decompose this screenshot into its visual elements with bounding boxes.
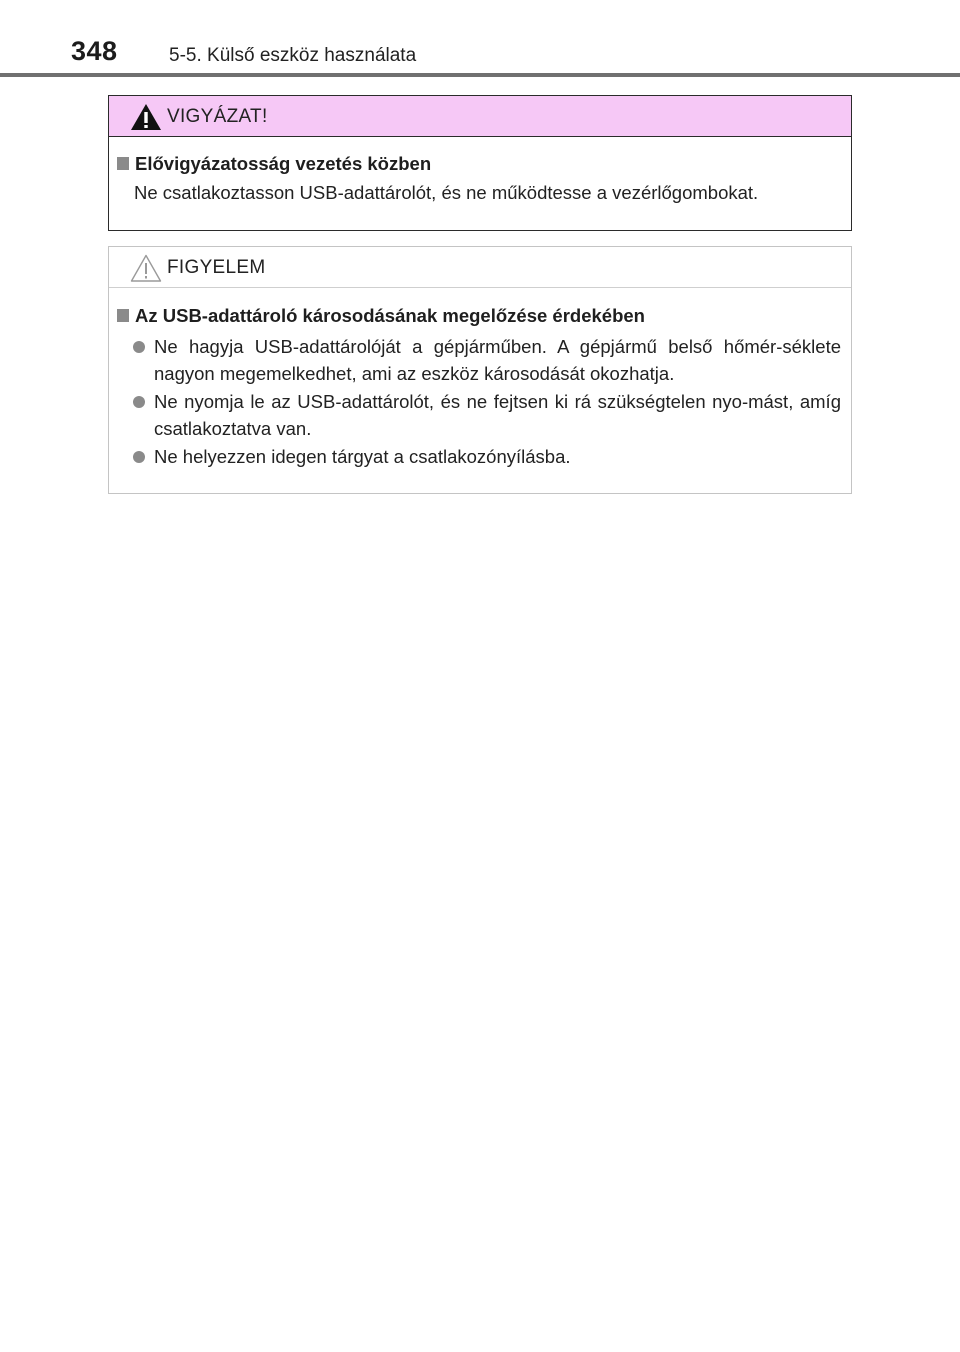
list-item: [133, 443, 841, 470]
warning-topic: [117, 153, 431, 175]
notice-box: [108, 246, 852, 494]
notice-topic: [117, 305, 645, 327]
notice-topic-text: Az USB-adattároló károsodásának megelőzése érdekében: [135, 305, 645, 326]
warning-text: Ne csatlakoztasson USB-adattárolót, és ne működtesse a vezérlőgombokat.: [134, 182, 759, 203]
round-bullet-icon: [133, 396, 145, 408]
list-item-text: Ne nyomja le az USB-adattárolót, és ne fejtsen ki rá szükségtelen nyo-mást, amíg csatlakoztatva van.: [154, 391, 841, 439]
caution-triangle-icon: [129, 253, 163, 283]
warning-triangle-icon: [129, 102, 163, 132]
section-title: 5-5. Külső eszköz használata: [169, 45, 417, 66]
square-bullet-icon: [117, 309, 129, 322]
list-item-text: Ne hagyja USB-adattárolóját a gépjárműben. A gépjármű belső hőmér-séklete nagyon megemelkedhet, ami az eszköz károsodását okozhatja.: [154, 336, 841, 384]
page-header: [0, 0, 960, 80]
list-item: [133, 388, 841, 442]
square-bullet-icon: [117, 157, 129, 170]
warning-box-header: [109, 96, 851, 137]
round-bullet-icon: [133, 341, 145, 353]
header-rule: [0, 73, 960, 77]
page-number: 348: [71, 36, 118, 66]
warning-label: VIGYÁZAT!: [167, 106, 268, 127]
warning-topic-text: Elővigyázatosság vezetés közben: [135, 153, 432, 174]
list-item: [133, 333, 841, 387]
notice-label: FIGYELEM: [167, 257, 266, 278]
warning-box: [108, 95, 852, 231]
list-item-text: Ne helyezzen idegen tárgyat a csatlakozónyílásba.: [154, 446, 571, 467]
notice-box-header: [109, 247, 851, 288]
round-bullet-icon: [133, 451, 145, 463]
